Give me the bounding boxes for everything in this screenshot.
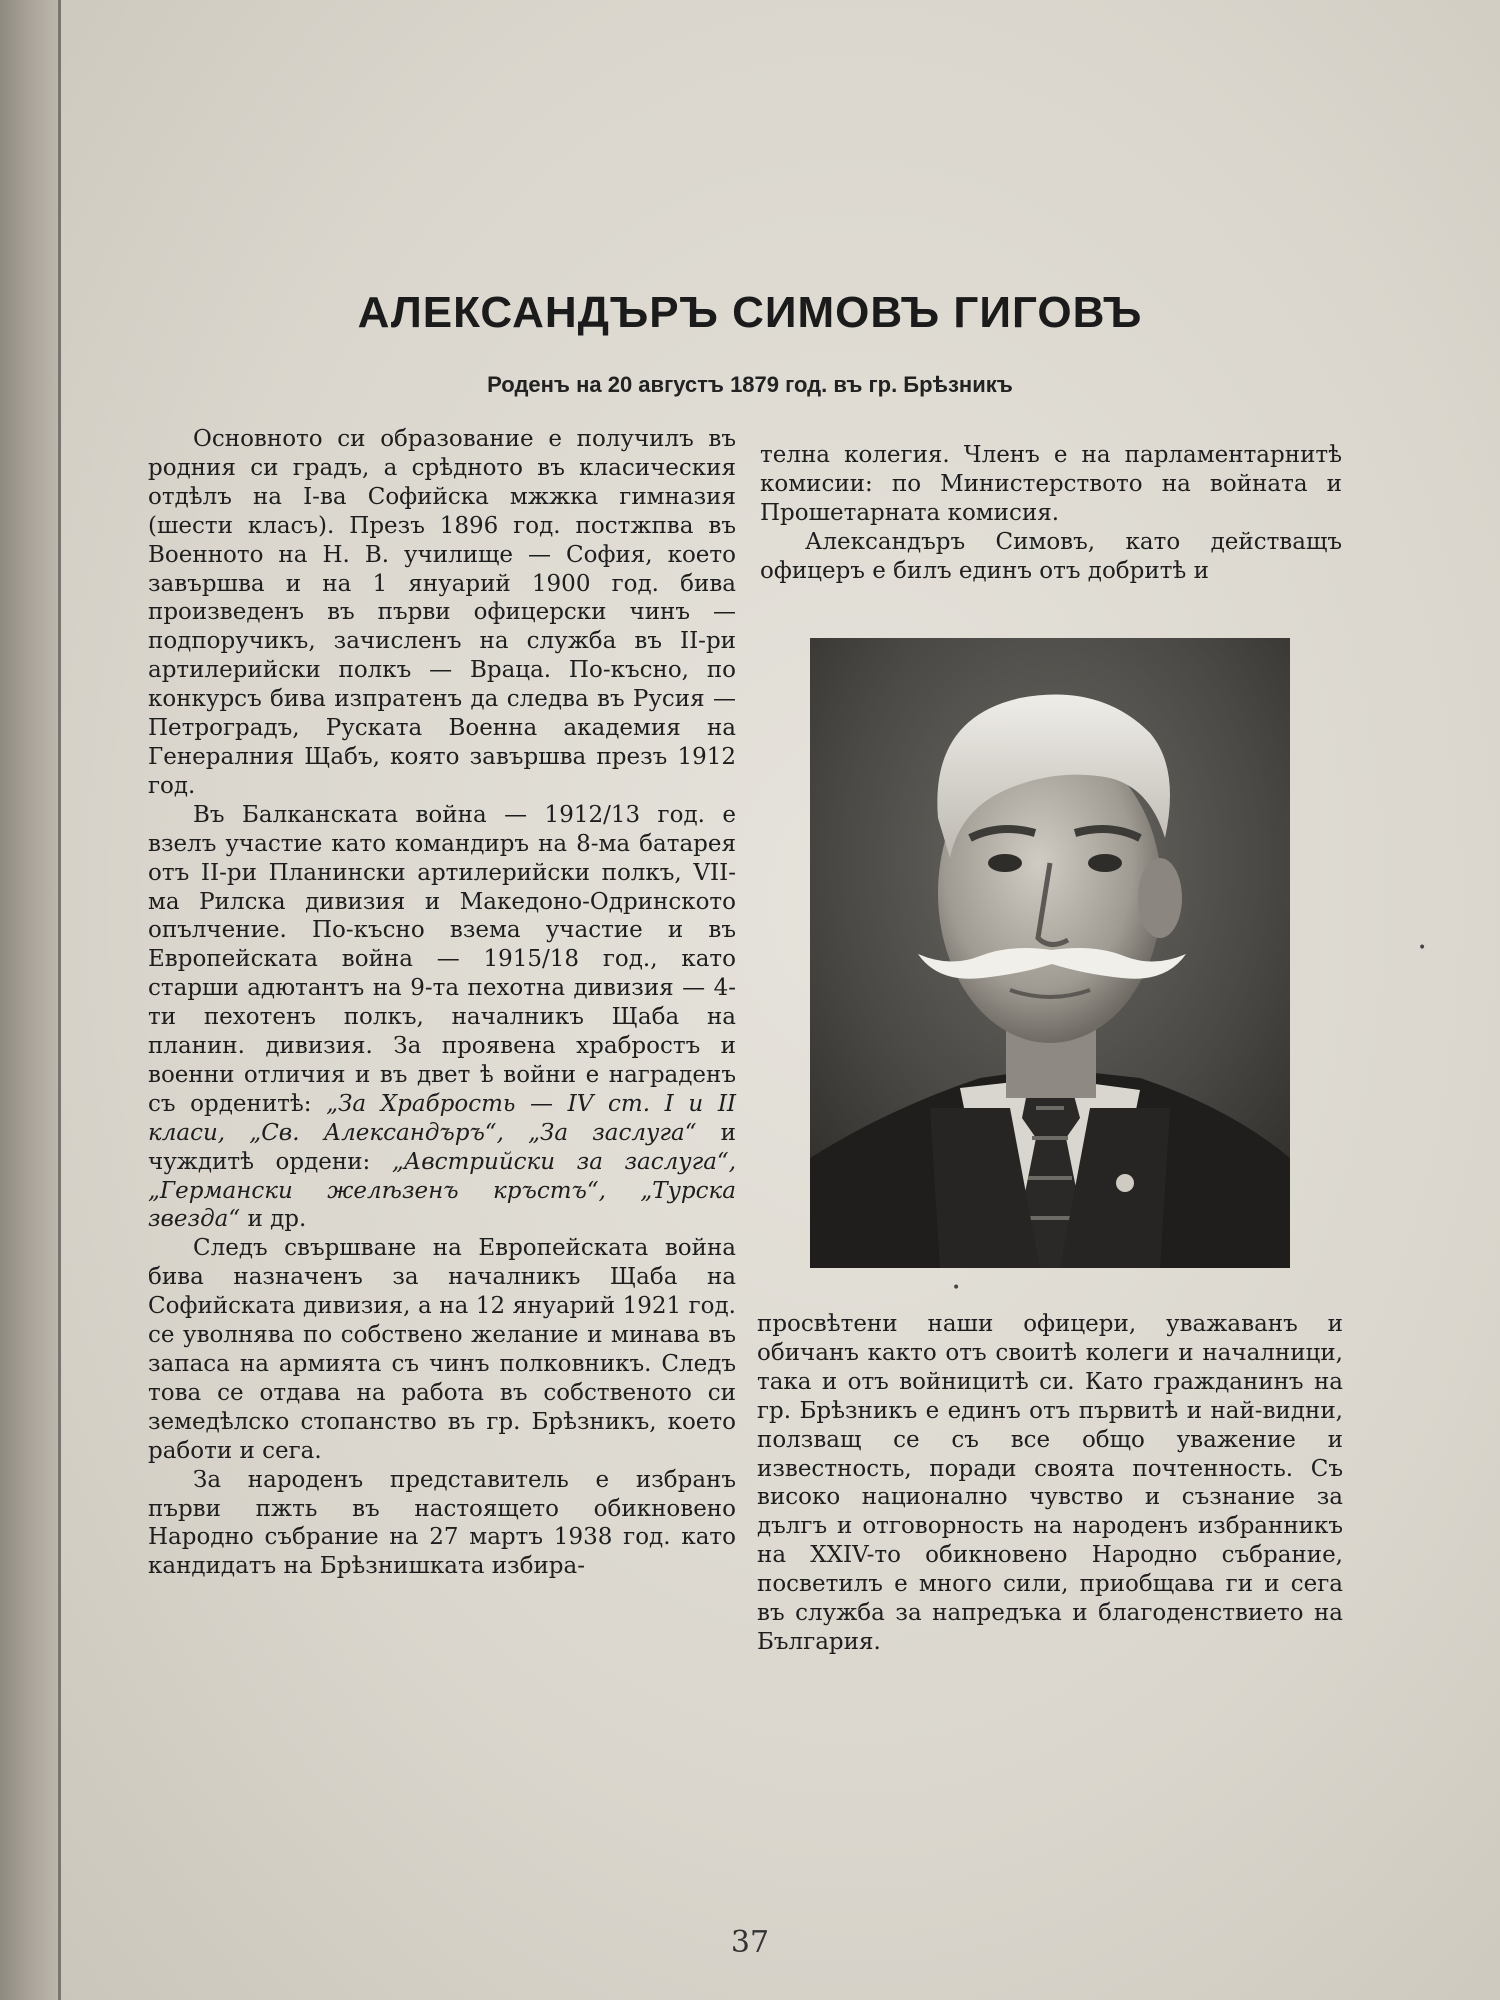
orders-bulgarian: „За Храбрость — IV ст. I и II класи, „Св. Александъръ“, „За заслуга“ (148, 1090, 737, 1146)
left-column (148, 425, 736, 1581)
birth-line: Роденъ на 20 августъ 1879 год. въ гр. Брѣзникъ (487, 372, 1013, 397)
ink-speck: • (952, 1280, 961, 1296)
paragraph-end: и др. (247, 1206, 307, 1233)
right-column-top (760, 441, 1342, 586)
paragraph-officer: Александъръ Симовъ, като действащъ офицеръ е билъ единъ отъ добритѣ и (760, 528, 1342, 584)
page-title: АЛЕКСАНДЪРЪ СИМОВЪ ГИГОВЪ (357, 288, 1143, 337)
orders-foreign: „Австрийски за заслуга“, „Германски желѣзенъ кръстъ“, „Турска звезда“ (148, 1148, 737, 1233)
paragraph-election: За народенъ представитель е избранъ първи пжть въ настоящето обикновено Народно събрание на 27 мартъ 1938 год. като кандидатъ на Брѣзнишката избира- (148, 1466, 736, 1580)
foreign-orders-label: и чуждитѣ ордени: (148, 1119, 736, 1175)
paragraph-wars (148, 801, 736, 1235)
paragraph-character: просвѣтени наши офицери, уважаванъ и обичанъ както отъ своитѣ колеги и началници, така и отъ войницитѣ си. Като гражданинъ на гр. Брѣзникъ е единъ отъ първитѣ и най-видни, ползващ се съ все общо уважение и известность, поради своята почтенность. Съ високо национално чувство и съзнание за дългъ и отговорность на народенъ избранникъ на XXIV-то обикновено Народно събрание, посветилъ е много сили, приобщава ги и сега въ служба за напредъка и благоденствието на България. (757, 1311, 1343, 1655)
portrait-photo (810, 638, 1290, 1268)
wars-text: Въ Балканската война — 1912/13 год. е взелъ участие като командиръ на 8-ма батарея отъ II-ри Планински артилерийски полкъ, VII-ма Рилска дивизия и Македоно-Одринското опълчение. По-късно взема участие и въ Европейската война — 1915/18 год., като старши адютантъ на 9-та пехотна дивизия — 4-ти пехотенъ полкъ, началникъ Щаба на планин. дивизия. За проявена храбростъ и военни отличия и въ двет ѣ войни е награденъ съ орденитѣ: (148, 801, 736, 1117)
page-number: 37 (730, 1925, 770, 1960)
right-column-bottom (757, 1310, 1343, 1657)
paragraph-commissions: телна колегия. Членъ е на парламентарнитѣ комисии: по Министерството на войната и Прошетарната комисия. (760, 442, 1342, 526)
ink-speck: • (1418, 940, 1427, 956)
paragraph-career: Следъ свършване на Европейската война бива назначенъ за началникъ Щаба на Софийската дивизия, а на 12 януарий 1921 год. се уволнява по собствено желание и минава въ запаса на армията съ чинъ полковникъ. Следъ това се отдава на работа въ собственото си земедѣлско стопанство въ гр. Брѣзникъ, което работи и сега. (148, 1235, 736, 1464)
paragraph-education: Основното си образование е получилъ въ родния си градъ, а срѣдното въ класическия отдѣлъ на I-ва Софийска мжжка гимназия (шести класъ). Презъ 1896 год. постжпва въ Военното на Н. В. училище — София, което завършва и на 1 януарий 1900 год. бива произведенъ въ първи офицерски чинъ — подпоручикъ, зачисленъ на служба въ II-ри артилерийски полкъ — Враца. По-късно, по конкурсъ бива изпратенъ да следва въ Русия — Петроградъ, Руската Военна академия на Генералния Щабъ, която завършва презъ 1912 год. (148, 426, 736, 799)
portrait-illustration (810, 638, 1290, 1268)
